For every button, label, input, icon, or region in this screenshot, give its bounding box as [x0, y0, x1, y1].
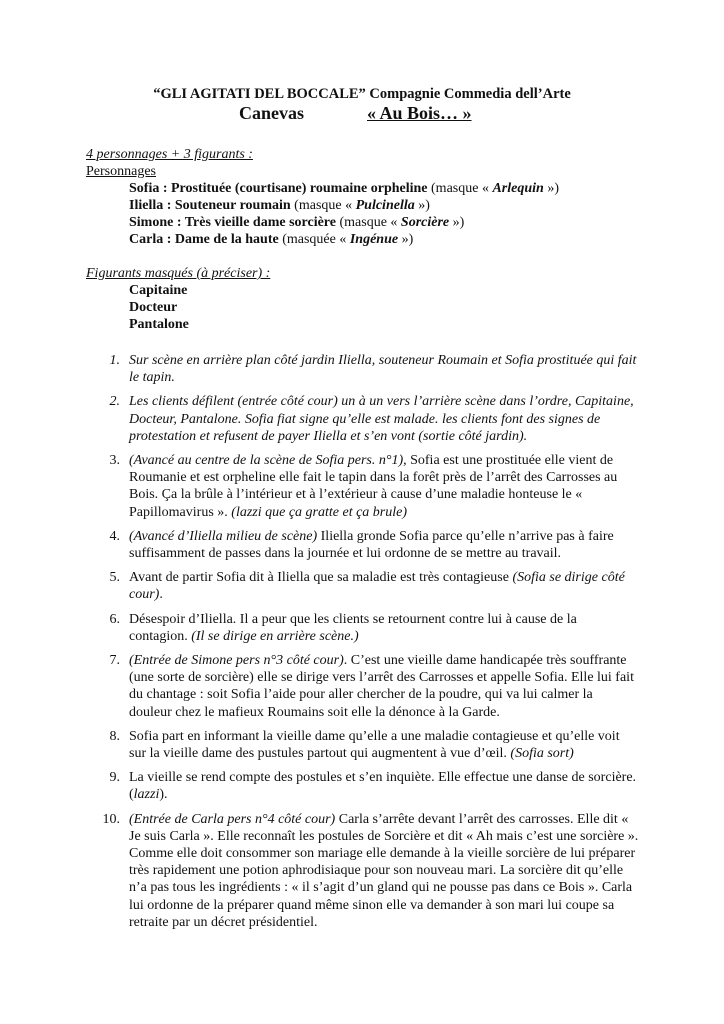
stage-direction: (Sofia sort) — [510, 746, 574, 762]
stage-direction: (Entrée de Carla pers n°4 côté cour) — [129, 811, 336, 827]
mask-suffix: ») — [414, 198, 430, 213]
mask-prefix: (masquée « — [278, 232, 350, 247]
scene-step — [0, 528, 639, 562]
mask-suffix: ») — [398, 232, 414, 247]
figurants-heading: Figurants masqués (à préciser) : — [86, 266, 271, 281]
scene-step — [0, 652, 639, 721]
canevas-label: Canevas — [239, 103, 305, 123]
mask-name: Arlequin — [492, 181, 544, 196]
company-header: “GLI AGITATI DEL BOCCALE” Compagnie Commedia dell’Arte — [153, 86, 571, 102]
character-line — [129, 197, 430, 214]
step-text-end: . — [159, 587, 163, 603]
stage-direction: (lazzi que ça gratte et ça brule) — [231, 504, 408, 520]
character-name: Iliella : Souteneur roumain — [129, 198, 291, 213]
step-number: 6. — [109, 611, 120, 627]
step-number: 1. — [109, 353, 120, 368]
scene-step — [0, 728, 639, 762]
step-text: Les clients défilent (entrée côté cour) un à un vers l’arrière scène dans l’ordre, Capitaine, Docteur, Pantalone. Sofia fiat signe qu’elle est malade. les clients font des signes de protestation et refusent de payer Iliella et s’en vont (sortie côté jardin). — [129, 394, 634, 444]
mask-name: Ingénue — [349, 232, 399, 247]
character-name: Simone : Très vieille dame sorcière — [129, 215, 336, 230]
scene-step — [0, 393, 639, 445]
step-number: 2. — [109, 394, 120, 410]
character-name: Carla : Dame de la haute — [129, 232, 279, 247]
step-number: 3. — [109, 453, 120, 469]
mask-prefix: (masque « — [427, 181, 493, 196]
step-number: 10. — [102, 811, 120, 827]
stage-direction: (Entrée de Simone pers n°3 côté cour) — [129, 653, 344, 669]
step-text-end: ). — [159, 787, 168, 803]
stage-direction: (Il se dirige en arrière scène.) — [191, 628, 359, 644]
mask-prefix: (masque « — [290, 198, 356, 213]
title-row — [0, 103, 724, 129]
figurant-item: Capitaine — [129, 283, 188, 298]
step-text: La vieille se rend compte des postules et s’en inquiète. Elle effectue une danse de sorcière. ( — [129, 770, 637, 803]
scene-step — [0, 769, 639, 803]
scene-steps-list — [0, 352, 724, 938]
step-text: Avant de partir Sofia dit à Iliella que sa maladie est très contagieuse — [129, 570, 513, 586]
mask-name: Sorcière — [400, 215, 450, 230]
mask-suffix: ») — [449, 215, 465, 230]
step-number: 5. — [109, 570, 120, 586]
step-text: . C’est une vieille dame handicapée très souffrante (une sorte de sorcière) elle se dirige vers l’arrêt des Carrosses et appelle Sofia. Elle lui fait du chantage : soit Sofia l’aide pour aller chercher de la poudre, qui va lui calmer la douleur chez le mafieux Roumains soit elle la dénonce à la Garde. — [129, 653, 634, 720]
step-number: 4. — [109, 528, 120, 544]
character-name: Sofia : Prostituée (courtisane) roumaine orpheline — [129, 181, 428, 196]
step-text: Carla s’arrête devant l’arrêt des carrosses. Elle dit « Je suis Carla ». Elle reconnaît les postules de Sorcière et dit « Ah mais c’est une sorcière ». Comme elle doit consommer son mariage elle demande à la vieille sorcière de lui préparer très rapidement une potion aphrodisiaque pour son nouveau mari. La sorcière dit qu’elle n’a pas tous les ingrédients : « il s’agit d’un gland qui ne pousse pas dans ce Bois ». Carla lui ordonne de la préparer quand même sinon elle va demander à son mari lui coupe sa retraite par un décret présidentiel. — [129, 811, 639, 930]
step-text: Iliella gronde Sofia parce qu’elle n’arrive pas à faire suffisamment de passes dans la journée et lui ordonne de se mettre au travail. — [129, 528, 614, 562]
stage-direction: (Sofia se dirige côté cour) — [129, 570, 625, 603]
mask-name: Pulcinella — [355, 198, 415, 213]
stage-direction: lazzi — [133, 787, 160, 803]
character-line — [129, 180, 559, 197]
step-text: Désespoir d’Iliella. Il a peur que les clients se retournent contre lui à cause de la contagion. — [129, 611, 577, 644]
cast-summary: 4 personnages + 3 figurants : — [86, 147, 253, 162]
scene-step — [0, 611, 639, 645]
stage-direction: (Avancé au centre de la scène de Sofia pers. n°1) — [129, 453, 404, 469]
step-number: 7. — [109, 653, 120, 669]
stage-direction: (Avancé d’Iliella milieu de scène) — [129, 528, 318, 544]
mask-prefix: (masque « — [335, 215, 401, 230]
step-number: 8. — [109, 728, 120, 744]
scene-step — [0, 352, 639, 386]
step-text: Sofia part en informant la vieille dame qu’elle a une maladie contagieuse et qu’elle voit sur la vieille dame des pustules partout qui augmentent à vue d’œil. — [129, 728, 620, 762]
step-text: Sur scène en arrière plan côté jardin Iliella, souteneur Roumain et Sofia prostituée qui fait le tapin. — [129, 353, 637, 386]
step-text: , Sofia est une prostituée elle vient de Roumanie et est orpheline elle fait le tapin dans la forêt près de l’arrêt des Carrosses au Bois. Ça la brûle à l’intérieur et à l’extérieur à cause d’une maladie honteuse le « Papillomavirus ». — [129, 453, 618, 520]
figurant-item: Docteur — [129, 300, 178, 315]
figurant-item: Pantalone — [129, 317, 189, 332]
character-line — [129, 214, 464, 231]
scene-step — [0, 569, 639, 603]
character-line — [129, 231, 413, 248]
mask-suffix: ») — [543, 181, 559, 196]
play-title: « Au Bois… » — [367, 103, 472, 123]
scene-step — [0, 811, 639, 931]
step-number: 9. — [109, 770, 120, 786]
personnages-heading: Personnages — [86, 164, 156, 179]
scene-step — [0, 452, 639, 521]
